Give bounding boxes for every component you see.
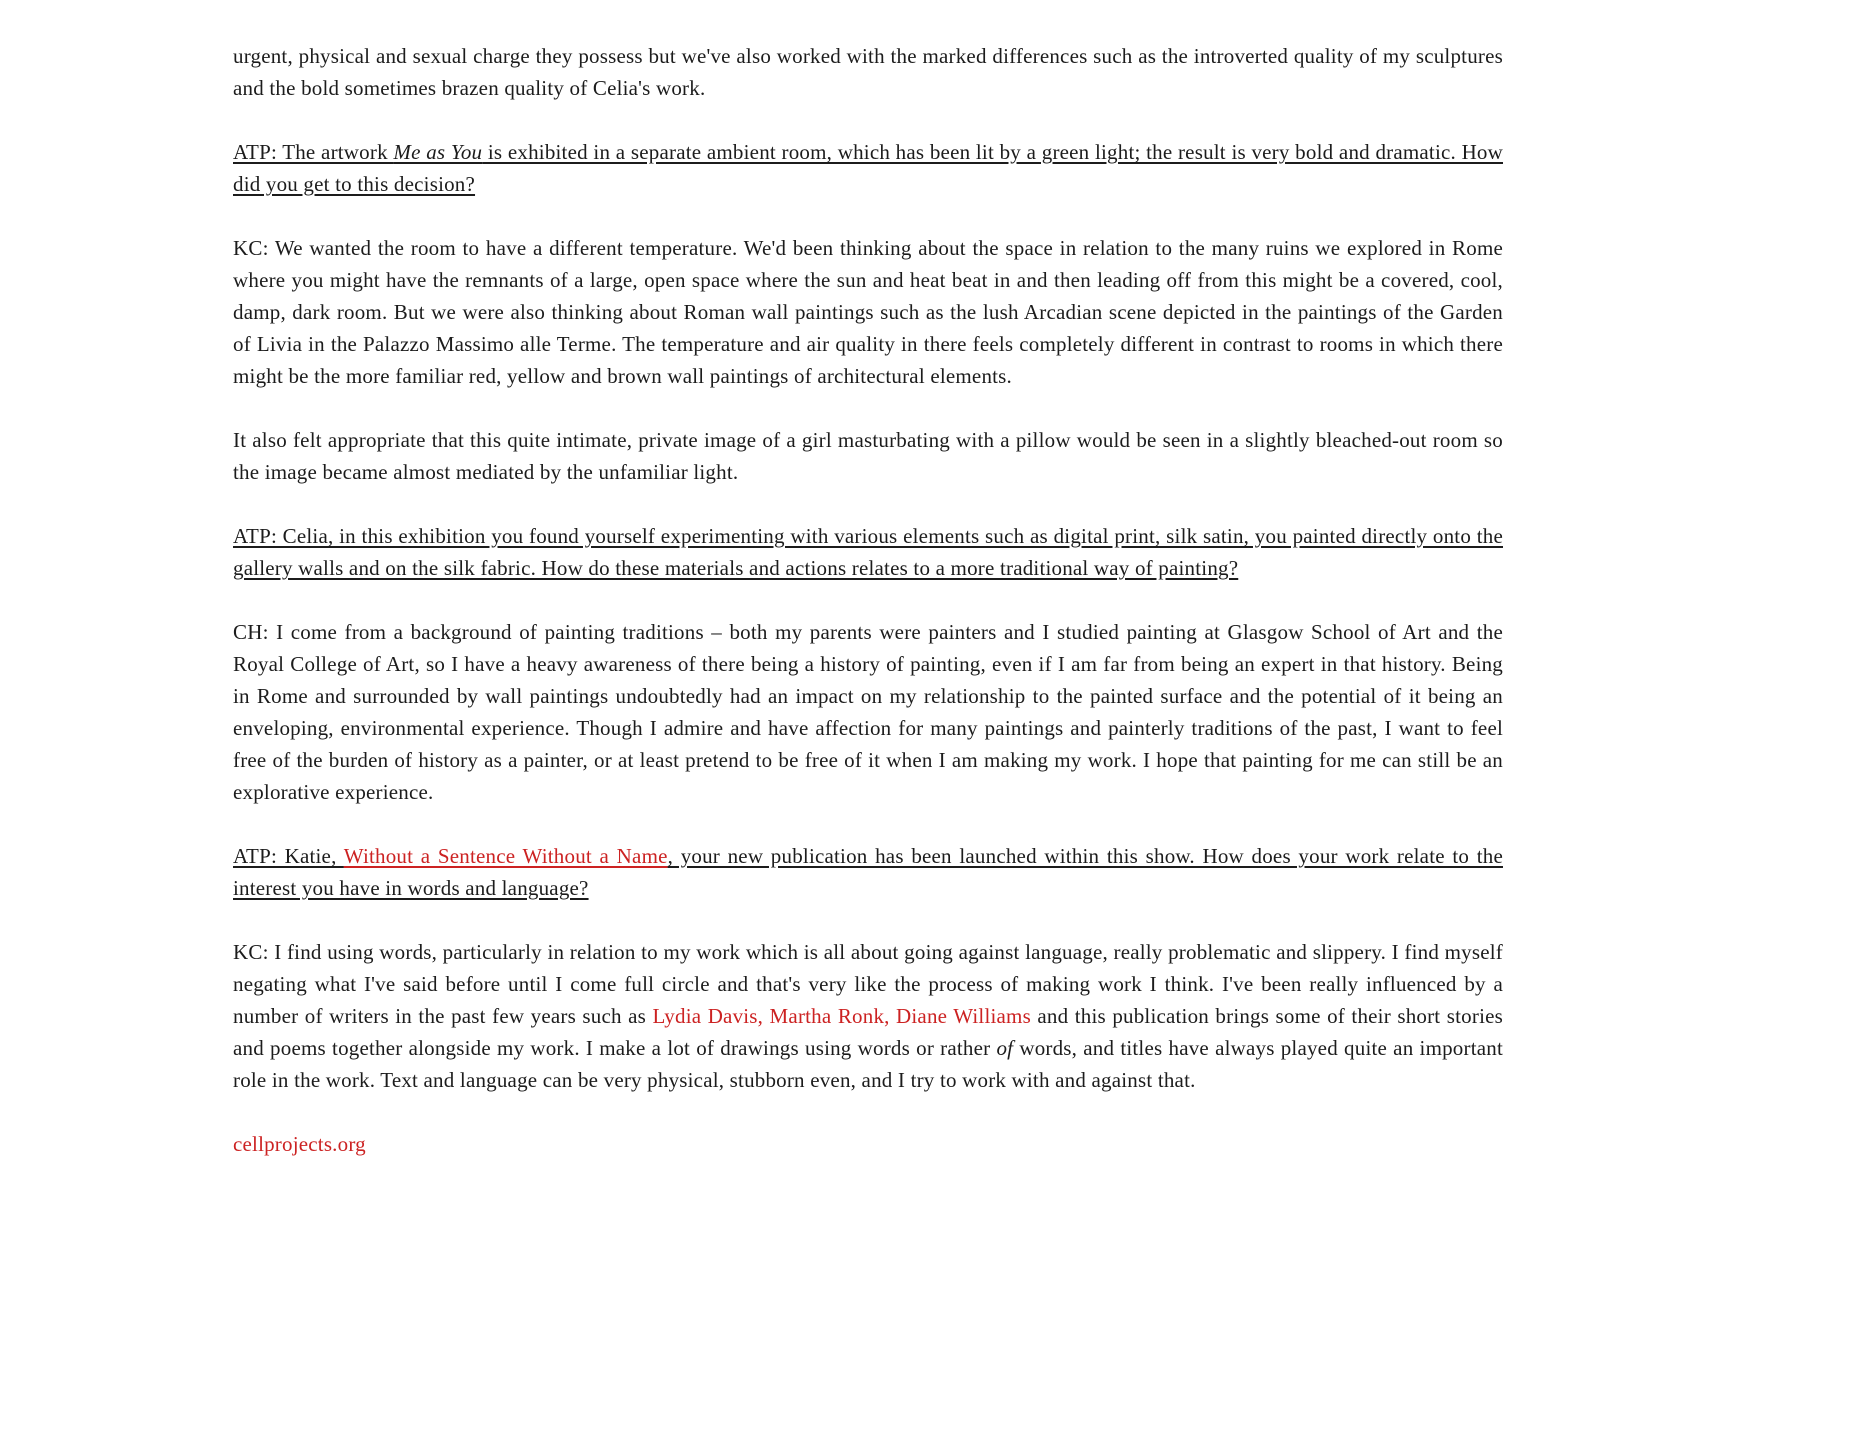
writers-names-link[interactable]: Lydia Davis, Martha Ronk, Diane Williams xyxy=(652,1004,1031,1028)
text-run: ATP: Celia, in this exhibition you found yourself experimenting with various elements such as digital print, silk satin, you painted directly onto the gallery walls and on the silk fabric. How do these materials and actions relates to a more traditional way of painting? xyxy=(233,524,1503,580)
document-page xyxy=(233,40,1503,1192)
text-run: and this publication brings some of their short stories and poems together alongside my work. I make a lot of drawings using words or rather xyxy=(233,1004,1503,1060)
text-run: words, and titles have always played quite an important role in the work. Text and language can be very physical, stubborn even, and I try to work with and against that. xyxy=(233,1036,1503,1092)
answer-kc-words-language xyxy=(233,936,1503,1096)
gallery-website-link xyxy=(233,1128,1503,1160)
document-body xyxy=(233,40,1503,1160)
answer-kc-image-context xyxy=(233,424,1503,488)
text-run: KC: We wanted the room to have a different temperature. We'd been thinking about the space in relation to the many ruins we explored in Rome where you might have the remnants of a large, open space where the sun and heat beat in and then leading off from this might be a covered, cool, damp, dark room. But we were also thinking about Roman wall paintings such as the lush Arcadian scene depicted in the paintings of the Garden of Livia in the Palazzo Massimo alle Terme. The temperature and air quality in there feels completely different in contrast to rooms in which there might be the more familiar red, yellow and brown wall paintings of architectural elements. xyxy=(233,236,1503,388)
interviewer-question-green-room xyxy=(233,136,1503,200)
text-run: It also felt appropriate that this quite intimate, private image of a girl masturbating with a pillow would be seen in a slightly bleached-out room so the image became almost mediated by the unfamiliar light. xyxy=(233,428,1503,484)
text-run: is exhibited in a separate ambient room, which has been lit by a green light; the result is very bold and dramatic. How did you get to this decision? xyxy=(233,140,1503,196)
text-run: urgent, physical and sexual charge they possess but we've also worked with the marked differences such as the introverted quality of my sculptures and the bold sometimes brazen quality of Celia's work. xyxy=(233,44,1503,100)
text-run: KC: I find using words, particularly in relation to my work which is all about going against language, really problematic and slippery. I find myself negating what I've said before until I come full circle and that's very like the process of making work I think. I've been really influenced by a number of writers in the past few years such as xyxy=(233,940,1503,1028)
cellprojects-url-link[interactable]: cellprojects.org xyxy=(233,1132,366,1156)
interviewer-question-materials xyxy=(233,520,1503,584)
answer-ch-painting-background xyxy=(233,616,1503,808)
text-run: of xyxy=(996,1036,1014,1060)
answer-kc-room-temperature xyxy=(233,232,1503,392)
text-run: ATP: The artwork xyxy=(233,140,394,164)
text-run: , your new publication has been launched within this show. How does your work relate to the interest you have in words and language? xyxy=(233,844,1503,900)
text-run: CH: I come from a background of painting traditions – both my parents were painters and I studied painting at Glasgow School of Art and the Royal College of Art, so I have a heavy awareness of there being a history of painting, even if I am far from being an expert in that history. Being in Rome and surrounded by wall paintings undoubtedly had an impact on my relationship to the painted surface and the potential of it being an enveloping, environmental experience. Though I admire and have affection for many paintings and painterly traditions of the past, I want to feel free of the burden of history as a painter, or at least pretend to be free of it when I am making my work. I hope that painting for me can still be an explorative experience. xyxy=(233,620,1503,804)
publication-title-link[interactable]: Without a Sentence Without a Name xyxy=(343,844,668,868)
interview-paragraph-continuation xyxy=(233,40,1503,104)
text-run: ATP: Katie, xyxy=(233,844,344,868)
artwork-title: Me as You xyxy=(393,140,483,164)
interviewer-question-publication xyxy=(233,840,1503,904)
